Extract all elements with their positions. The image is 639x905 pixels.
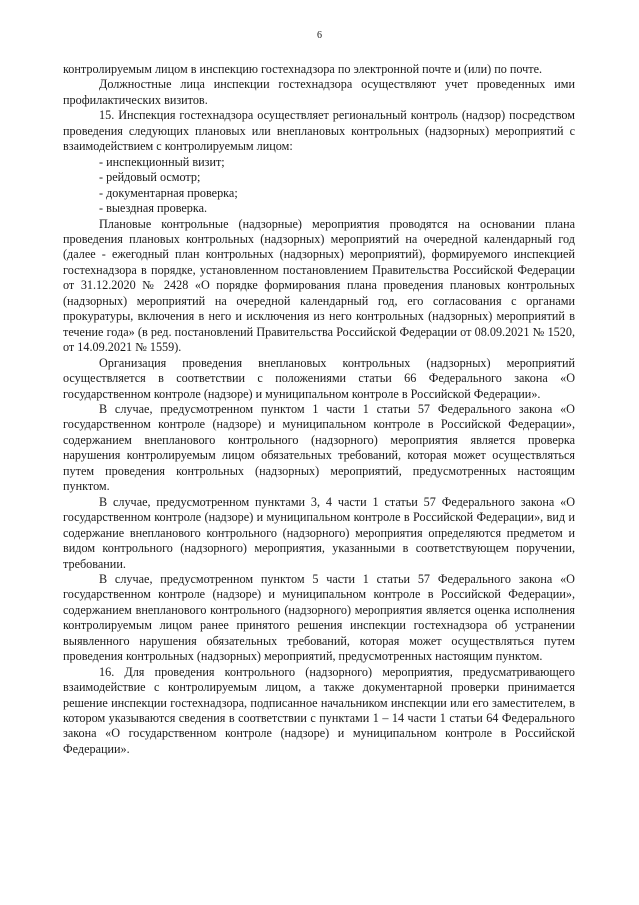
paragraph: контролируемым лицом в инспекцию гостехнадзора по электронной почте и (или) по почте.	[63, 62, 543, 76]
list-item: - инспекционный визит;	[99, 154, 225, 169]
paragraph: В случае, предусмотренном пунктом 1 части 1 статьи 57 Федерального закона «О государственном контроле (надзоре) и муниципальном контроле в Российской Федерации», содержанием внепланового контрольного (надзорного) мероприятия является проверка нарушения контролируемым лицом обязательных требований, которая может осуществляться путем проведения контрольных (надзорных) мероприятий, предусмотренных настоящим пунктом.	[63, 401, 575, 494]
list-item: - документарная проверка;	[99, 185, 238, 200]
list-item: - выездная проверка.	[99, 201, 208, 216]
document-body	[63, 62, 575, 757]
paragraph: 16. Для проведения контрольного (надзорного) мероприятия, предусматривающего взаимодействие с контролируемым лицом, а также документарной проверки принимается решение инспекции гостехнадзора, подписанное начальником инспекции или его заместителем, в котором указываются сведения в соответствии с пунктами 1 – 14 части 1 статьи 64 Федерального закона «О государственном контроле (надзоре) и муниципальном контроле в Российской Федерации».	[63, 664, 575, 756]
paragraph: 15. Инспекция гостехнадзора осуществляет региональный контроль (надзор) посредством проведения следующих плановых или внеплановых контрольных (надзорных) мероприятий с взаимодействием с контролируемым лицом:	[63, 108, 575, 154]
paragraph: Должностные лица инспекции гостехнадзора осуществляют учет проведенных ими профилактических визитов.	[63, 77, 575, 107]
page-number: 6	[317, 30, 322, 41]
paragraph: В случае, предусмотренном пунктом 5 части 1 статьи 57 Федерального закона «О государственном контроле (надзоре) и муниципальном контроле в Российской Федерации», содержанием внепланового контрольного (надзорного) мероприятия является оценка исполнения контролируемым лицом ранее принятого решения инспекции гостехнадзора об устранении выявленного нарушения обязательных требований, которая может осуществляться путем проведения контрольных (надзорных) мероприятий, предусмотренных настоящим пунктом.	[63, 571, 575, 664]
paragraph: Плановые контрольные (надзорные) мероприятия проводятся на основании плана проведения плановых контрольных (надзорных) мероприятий на очередной календарный год (далее - ежегодный план контрольных (надзорных) мероприятий), формируемого инспекцией гостехнадзора в порядке, установленном постановлением Правительства Российской Федерации от 31.12.2020 № 2428 «О порядке формирования плана проведения плановых контрольных (надзорных) мероприятий на очередной календарный год, его согласования с органами прокуратуры, включения в него и исключения из него контрольных (надзорных) мероприятий в течение года» (в ред. постановлений Правительства Российской Федерации от 08.09.2021 № 1520, от 14.09.2021 № 1559).	[63, 216, 575, 355]
list-item: - рейдовый осмотр;	[99, 170, 201, 185]
paragraph: Организация проведения внеплановых контрольных (надзорных) мероприятий осуществляется в соответствии с положениями статьи 66 Федерального закона «О государственном контроле (надзоре) и муниципальном контроле в Российской Федерации».	[63, 355, 575, 401]
paragraph: В случае, предусмотренном пунктами 3, 4 части 1 статьи 57 Федерального закона «О государственном контроле (надзоре) и муниципальном контроле в Российской Федерации», вид и содержание внепланового контрольного (надзорного) мероприятия определяются предметом и видом контрольного (надзорного) мероприятия, указанными в соответствующем поручении, требовании.	[63, 494, 575, 571]
